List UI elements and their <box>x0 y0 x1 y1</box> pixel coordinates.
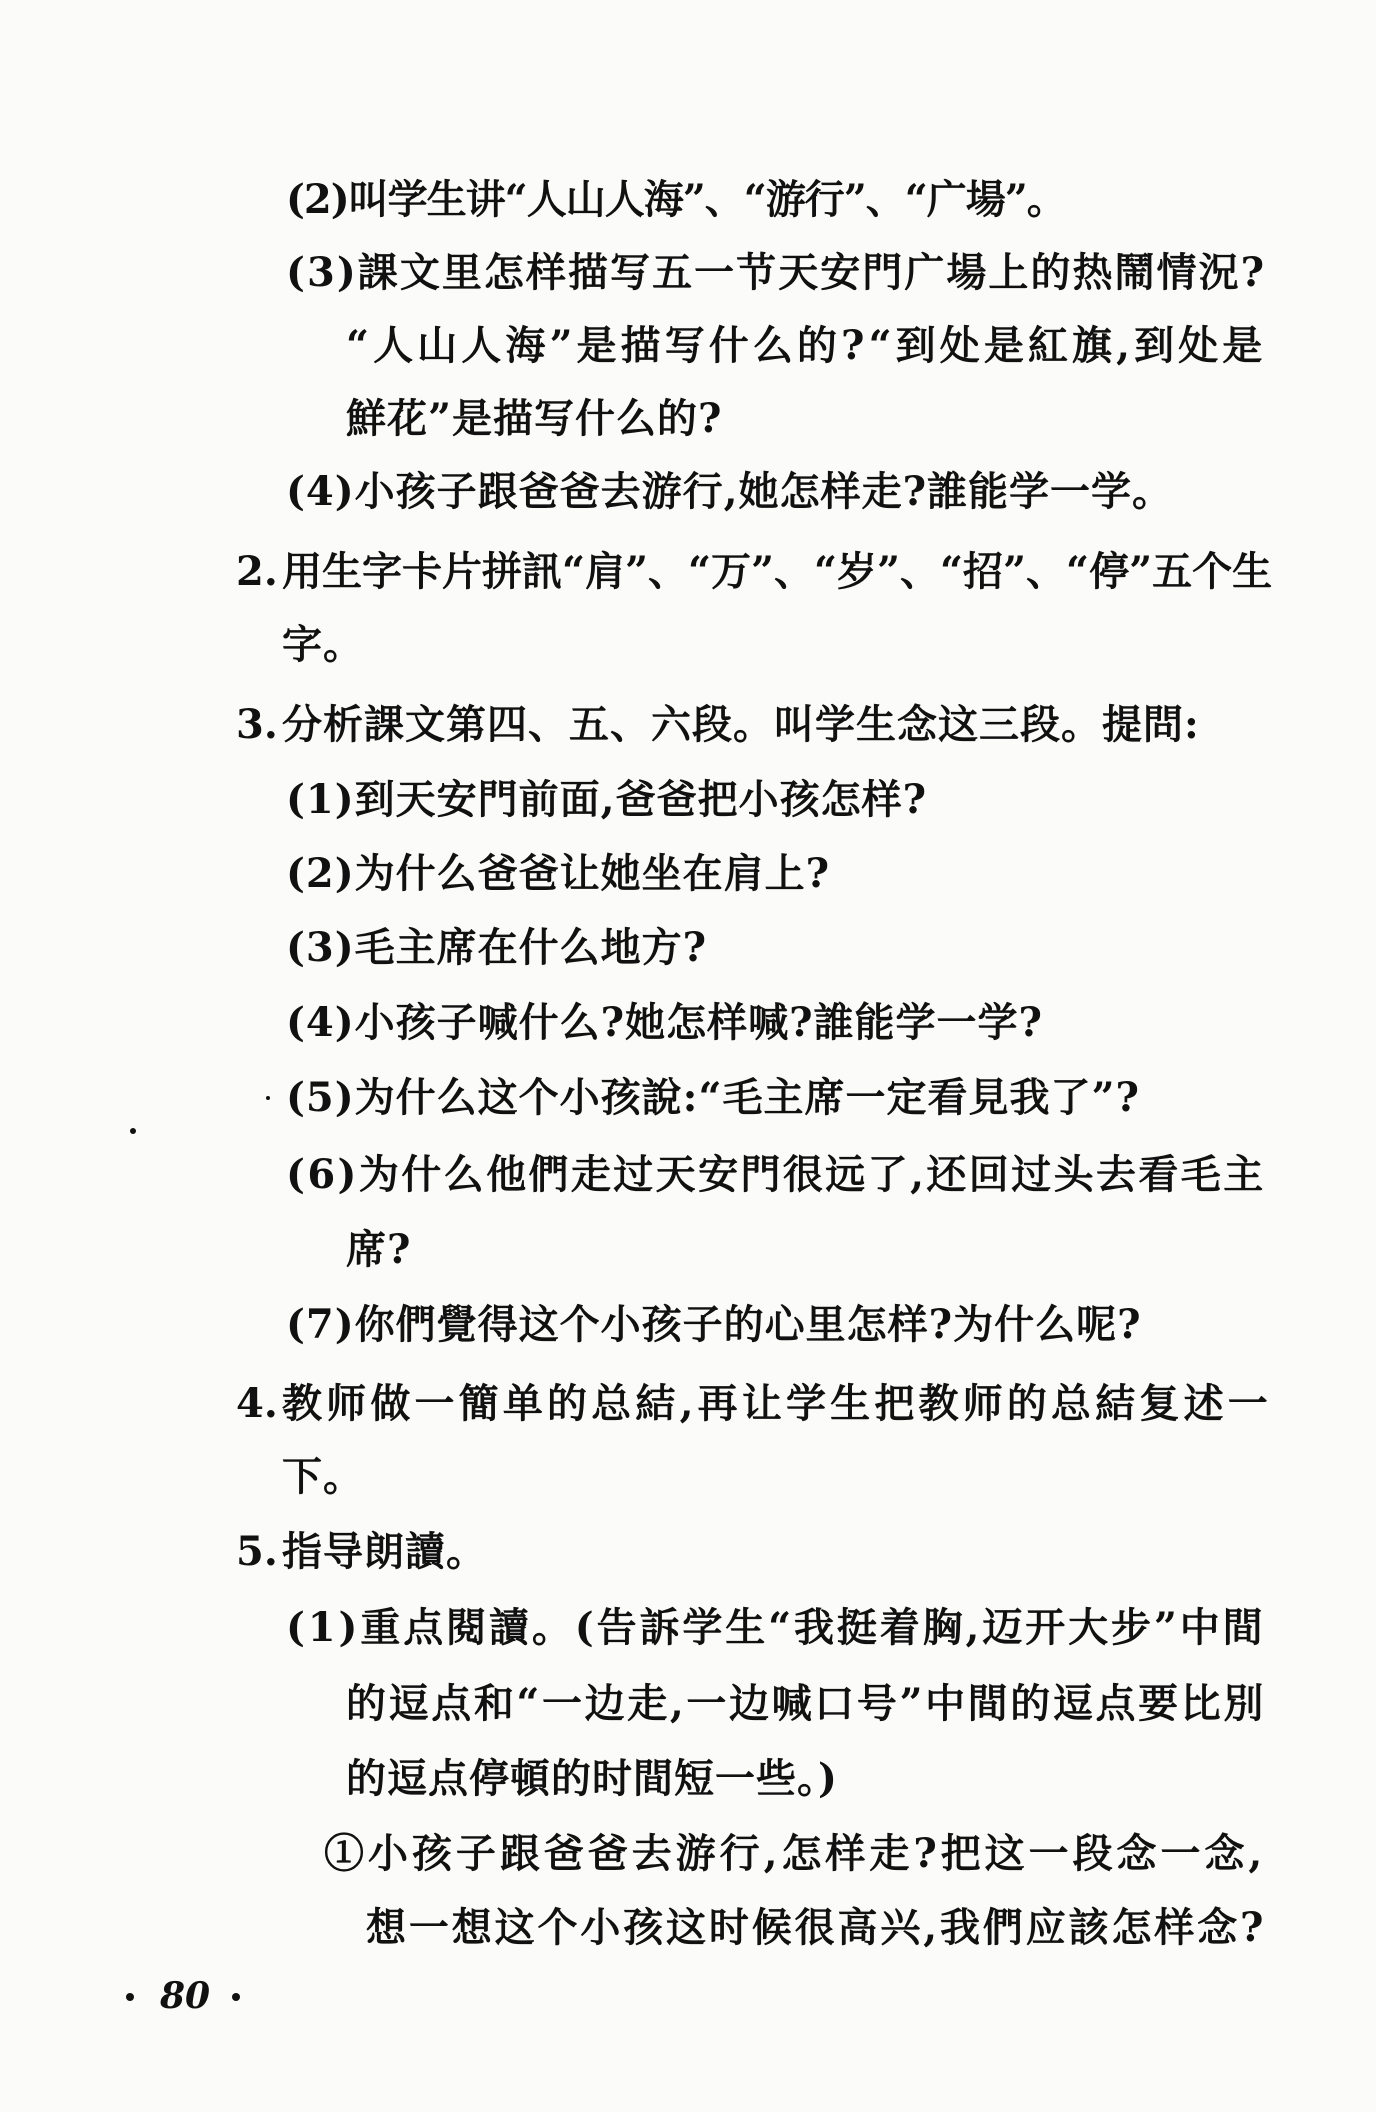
text-line: 的逗点停頓的时間短一些。) <box>346 1755 838 1802</box>
text-line: 下。 <box>282 1453 364 1500</box>
stray-mark <box>130 1128 136 1134</box>
page-number: 80 <box>160 1975 211 2017</box>
text-line: 分析課文第四、五、六段。叫学生念这三段。提問: <box>282 701 1200 748</box>
item-number: 5. <box>236 1528 278 1575</box>
footer-bullet <box>126 1993 134 2001</box>
text-line: (3)課文里怎样描写五一节天安門广場上的热鬧情況? <box>286 249 1267 296</box>
text-line: 用生字卡片拼訊“肩”、“万”、“岁”、“招”、“停”五个生 <box>282 548 1273 595</box>
text-line: 字。 <box>282 621 364 668</box>
text-line: 想一想这个小孩这时候很高兴,我們应該怎样念? <box>366 1904 1267 1951</box>
text-line: 的逗点和“一边走,一边喊口号”中間的逗点要比別 <box>346 1680 1266 1727</box>
text-line: ①小孩子跟爸爸去游行,怎样走?把这一段念一念, <box>324 1830 1267 1877</box>
text-line: (2)为什么爸爸让她坐在肩上? <box>286 850 831 897</box>
text-line: (5)为什么这个小孩說:“毛主席一定看見我了”? <box>286 1074 1140 1121</box>
text-line: (1)重点閱讀。(告訴学生“我挺着胸,迈开大步”中間 <box>286 1604 1266 1651</box>
text-line: (4)小孩子跟爸爸去游行,她怎样走?誰能学一学。 <box>286 468 1174 515</box>
item-number: 4. <box>236 1380 278 1427</box>
text-line: (4)小孩子喊什么?她怎样喊?誰能学一学? <box>286 999 1043 1046</box>
text-line: (3)毛主席在什么地方? <box>286 924 708 971</box>
text-line: (6)为什么他們走过天安門很远了,还回过头去看毛主 <box>286 1151 1266 1198</box>
text-line: (1)到天安門前面,爸爸把小孩怎样? <box>286 776 928 823</box>
text-line: 鮮花”是描写什么的? <box>346 395 723 442</box>
text-line: “人山人海”是描写什么的?“到处是紅旗,到处是 <box>346 322 1267 369</box>
text-line: 教师做一簡单的总結,再让学生把教师的总結复述一 <box>282 1380 1272 1427</box>
item-number: 2. <box>236 548 278 595</box>
footer-bullet <box>232 1993 240 2001</box>
text-line: (2)叫学生讲“人山人海”、“游行”、“广場”。 <box>286 176 1066 223</box>
text-line: (7)你們覺得这个小孩子的心里怎样?为什么呢? <box>286 1301 1142 1348</box>
item-number: 3. <box>236 701 278 748</box>
text-line: 席? <box>346 1226 412 1273</box>
text-line: 指导朗讀。 <box>282 1528 487 1575</box>
stray-mark <box>266 1096 270 1100</box>
